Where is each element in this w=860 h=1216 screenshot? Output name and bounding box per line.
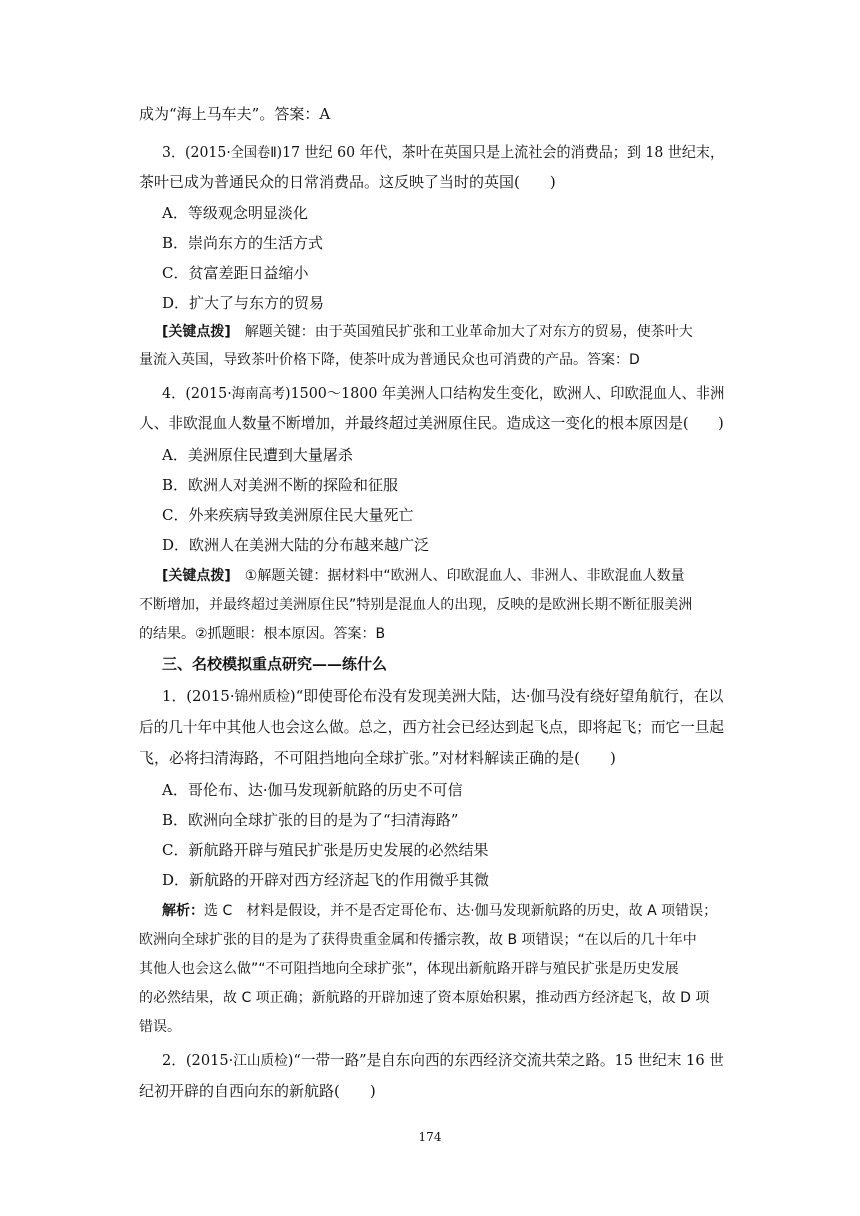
text-line: 量流入英国，导致茶叶价格下降，使茶叶成为普通民众也可消费的产品。答案：D [139,352,640,368]
text-line: 纪初开辟的自西向东的新航路( ) [139,1082,376,1100]
option-c: C．外来疾病导致美洲原住民大量死亡 [162,506,414,524]
text-line: 飞，必将扫清海路，不可阻挡地向全球扩张。”对材料解读正确的是( ) [139,749,616,767]
question-1-stem: 1．(2015·锦州质检)“即使哥伦布没有发现美洲大陆，达·伽马没有绕好望角航行，在以 [162,687,724,705]
text-line: 人、非欧混血人数量不断增加，并最终超过美洲原住民。造成这一变化的根本原因是( ) [139,414,724,432]
key-hint-3: [关键点拨] 解题关键：由于英国殖民扩张和工业革命加大了对东方的贸易，使茶叶大 [162,324,693,340]
analysis-1: 解析：选 C 材料是假设，并不是否定哥伦布、达·伽马发现新航路的历史，故 A 项错误； [162,903,718,919]
text-line: 后的几十年中其他人也会这么做。总之，西方社会已经达到起飞点，即将起飞；而它一旦起 [139,718,725,736]
question-4-stem: 4．(2015·海南高考)1500～1800 年美洲人口结构发生变化，欧洲人、印欧混血人、非洲 [162,384,725,402]
text-line: 成为“海上马车夫”。答案：A [139,105,331,123]
section-heading: 三、名校模拟重点研究——练什么 [162,655,388,673]
option-d: D．扩大了与东方的贸易 [162,294,325,312]
key-hint-4: [关键点拨] ①解题关键：据材料中“欧洲人、印欧混血人、非洲人、非欧混血人数量 [162,568,685,584]
option-c: C．新航路开辟与殖民扩张是历史发展的必然结果 [162,841,489,859]
option-a: A．哥伦布、达·伽马发现新航路的历史不可信 [162,781,463,799]
text-line: 欧洲向全球扩张的目的是为了获得贵重金属和传播宗教，故 B 项错误；“在以后的几十年中 [139,932,697,948]
option-b: B．欧洲向全球扩张的目的是为了“扫清海路” [162,811,459,829]
option-b: B．欧洲人对美洲不断的探险和征服 [162,476,399,494]
option-a: A．等级观念明显淡化 [162,204,308,222]
option-b: B．崇尚东方的生活方式 [162,234,324,252]
option-c: C．贫富差距日益缩小 [162,264,309,282]
text-line: 不断增加，并最终超过美洲原住民”特别是混血人的出现，反映的是欧洲长期不断征服美洲 [139,597,693,613]
text-line: 的必然结果，故 C 项正确；新航路的开辟加速了资本原始积累，推动西方经济起飞，故 D 项 [139,990,710,1006]
text-line: 茶叶已成为普通民众的日常消费品。这反映了当时的英国( ) [139,173,556,191]
option-d: D．欧洲人在美洲大陆的分布越来越广泛 [162,536,430,554]
question-2-stem: 2．(2015·江山质检)“一带一路”是自东向西的东西经济交流共荣之路。15 世纪末 16 世 [162,1051,724,1069]
page-number: 174 [418,1130,442,1144]
option-a: A．美洲原住民遭到大量屠杀 [162,446,353,464]
option-d: D．新航路的开辟对西方经济起飞的作用微乎其微 [162,871,490,889]
text-line: 的结果。②抓题眼：根本原因。答案：B [139,626,386,642]
text-line: 错误。 [139,1019,181,1035]
question-3-stem: 3．(2015·全国卷Ⅱ)17 世纪 60 年代，茶叶在英国只是上流社会的消费品；到 18 世纪末， [162,143,725,161]
text-line: 其他人也会这么做”“不可阻挡地向全球扩张”，体现出新航路开辟与殖民扩张是历史发展 [139,961,679,977]
